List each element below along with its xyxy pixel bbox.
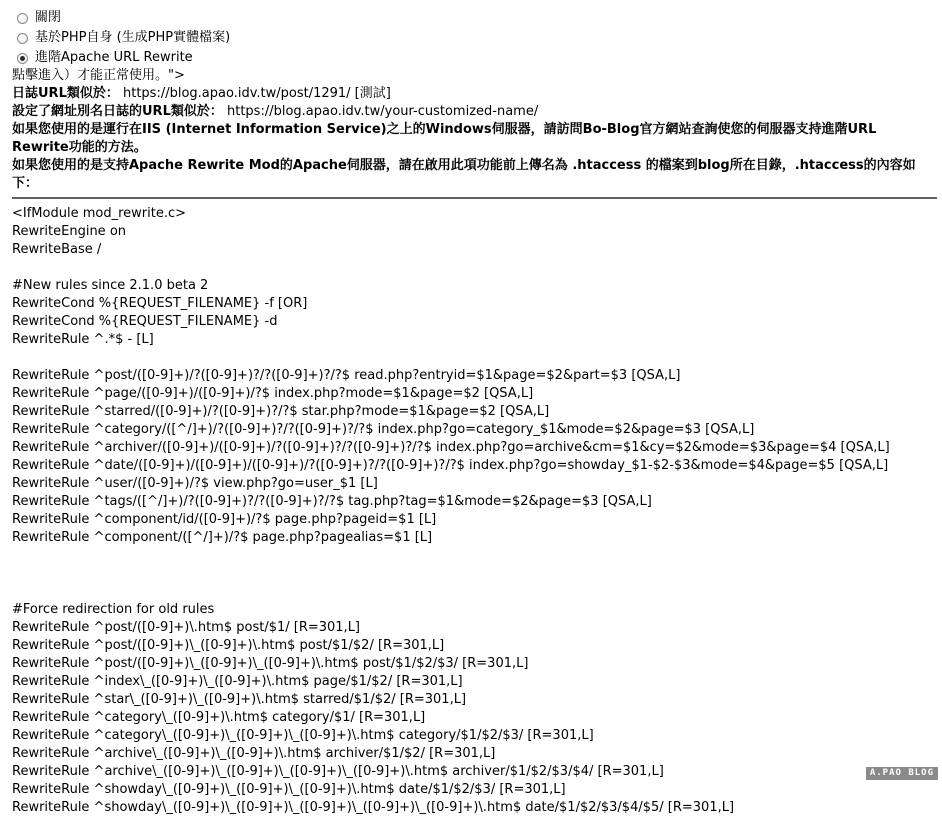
htaccess-line: RewriteRule ^archive\_([0-9]+)\_([0-9]+)\.htm$ archiver/$1/$2/ [R=301,L] xyxy=(12,746,496,761)
htaccess-line: RewriteRule ^post/([0-9]+)/?([0-9]+)?/?([0-9]+)?/?$ read.php?entryid=$1&page=$2&part=$3 [QSA,L] xyxy=(12,368,681,383)
log-url-line xyxy=(12,85,937,103)
rewrite-option-php-label: 基於PHP自身 (生成PHP實體檔案) xyxy=(35,30,231,45)
htaccess-line: RewriteRule ^star\_([0-9]+)\_([0-9]+)\.htm$ starred/$1/$2/ [R=301,L] xyxy=(12,692,467,707)
iis-note-text: 如果您使用的是運行在IIS (Internet Information Service)之上的Windows伺服器，請訪問Bo-Blog官方網站查詢使您的伺服器支持進階URL Rewrite功能的方法。 xyxy=(12,122,877,155)
htaccess-line: RewriteRule ^category/([^/]+)/?([0-9]+)?/?([0-9]+)?/?$ index.php?go=category_$1&mode=$2&page=$3 [QSA,L] xyxy=(12,422,755,437)
iis-note xyxy=(12,121,937,157)
htaccess-line: RewriteRule ^archiver/([0-9]+)/([0-9]+)/?([0-9]+)?/?([0-9]+)?/?$ index.php?go=archive&cm=$1&cy=$2&mode=$3&page=$4 [QSA,L] xyxy=(12,440,890,455)
radio-apache[interactable] xyxy=(17,53,28,64)
rewrite-option-apache-label: 進階Apache URL Rewrite xyxy=(35,50,193,65)
htaccess-line: RewriteRule ^index\_([0-9]+)\_([0-9]+)\.htm$ page/$1/$2/ [R=301,L] xyxy=(12,674,463,689)
log-url-label: 日誌URL類似於： xyxy=(12,86,119,101)
htaccess-line: RewriteRule ^component/id/([0-9]+)/?$ page.php?pageid=$1 [L] xyxy=(12,512,437,527)
htaccess-line: RewriteBase / xyxy=(12,242,102,257)
rewrite-option-php[interactable] xyxy=(12,28,937,48)
info-block xyxy=(12,85,937,193)
htaccess-line: RewriteRule ^component/([^/]+)/?$ page.php?pagealias=$1 [L] xyxy=(12,530,433,545)
rewrite-option-apache[interactable] xyxy=(12,48,937,68)
blog-watermark: A.PAO BLOG xyxy=(866,767,938,780)
htaccess-line: RewriteEngine on xyxy=(12,224,127,239)
htaccess-line: RewriteRule ^archive\_([0-9]+)\_([0-9]+)\_([0-9]+)\_([0-9]+)\.htm$ archiver/$1/$2/$3/$4/ [R=301,L] xyxy=(12,764,664,779)
htaccess-line: RewriteRule ^starred/([0-9]+)/?([0-9]+)?/?$ star.php?mode=$1&page=$2 [QSA,L] xyxy=(12,404,550,419)
htaccess-line xyxy=(12,565,937,583)
divider xyxy=(12,197,937,199)
htaccess-code xyxy=(12,205,937,817)
htaccess-line: RewriteRule ^date/([0-9]+)/([0-9]+)/([0-9]+)/?([0-9]+)?/?([0-9]+)?/?$ index.php?go=showday_$1-$2-$3&mode=$4&page=$5 [QSA,L] xyxy=(12,458,889,473)
htaccess-line xyxy=(12,547,937,565)
rewrite-option-off[interactable] xyxy=(12,8,937,28)
apache-note xyxy=(12,157,937,193)
apache-note-text: 如果您使用的是支持Apache Rewrite Mod的Apache伺服器，請在啟用此項功能前上傳名為 .htaccess 的檔案到blog所在目錄，.htaccess的內容如下： xyxy=(12,158,916,191)
rewrite-option-off-label: 關閉 xyxy=(35,10,62,25)
htaccess-line: <IfModule mod_rewrite.c> xyxy=(12,206,186,221)
htaccess-line: RewriteRule ^post/([0-9]+)\.htm$ post/$1/ [R=301,L] xyxy=(12,620,361,635)
htaccess-line: RewriteRule ^post/([0-9]+)\_([0-9]+)\.htm$ post/$1/$2/ [R=301,L] xyxy=(12,638,445,653)
htaccess-line: RewriteCond %{REQUEST_FILENAME} -d xyxy=(12,314,278,329)
htaccess-line xyxy=(12,349,937,367)
htaccess-line: RewriteRule ^tags/([^/]+)/?([0-9]+)?/?([0-9]+)?/?$ tag.php?tag=$1&mode=$2&page=$3 [QSA,L] xyxy=(12,494,652,509)
url-rewrite-settings xyxy=(12,8,937,817)
alias-url-line xyxy=(12,103,937,121)
htaccess-line: #New rules since 2.1.0 beta 2 xyxy=(12,278,209,293)
radio-off[interactable] xyxy=(17,13,28,24)
htaccess-line: RewriteRule ^page/([0-9]+)/([0-9]+)/?$ index.php?mode=$1&page=$2 [QSA,L] xyxy=(12,386,534,401)
log-url-value: https://blog.apao.idv.tw/post/1291/ [測試] xyxy=(123,86,391,101)
htaccess-line: RewriteRule ^showday\_([0-9]+)\_([0-9]+)\_([0-9]+)\_([0-9]+)\_([0-9]+)\.htm$ date/$1/$2/$3/$4/$5/ [R=301,L] xyxy=(12,800,735,815)
htaccess-line xyxy=(12,259,937,277)
alias-url-label: 設定了網址別名日誌的URL類似於： xyxy=(12,104,223,119)
stray-text: 點擊進入）才能正常使用。"> xyxy=(12,68,185,83)
htaccess-line: RewriteCond %{REQUEST_FILENAME} -f [OR] xyxy=(12,296,308,311)
htaccess-line: RewriteRule ^.*$ - [L] xyxy=(12,332,154,347)
htaccess-line: RewriteRule ^category\_([0-9]+)\.htm$ category/$1/ [R=301,L] xyxy=(12,710,426,725)
htaccess-line: #Force redirection for old rules xyxy=(12,602,215,617)
htaccess-line xyxy=(12,583,937,601)
htaccess-line: RewriteRule ^showday\_([0-9]+)\_([0-9]+)\_([0-9]+)\.htm$ date/$1/$2/$3/ [R=301,L] xyxy=(12,782,566,797)
radio-php[interactable] xyxy=(17,33,28,44)
htaccess-line: RewriteRule ^user/([0-9]+)/?$ view.php?go=user_$1 [L] xyxy=(12,476,378,491)
rewrite-mode-radio-group xyxy=(12,8,937,68)
htaccess-line: RewriteRule ^post/([0-9]+)\_([0-9]+)\_([0-9]+)\.htm$ post/$1/$2/$3/ [R=301,L] xyxy=(12,656,529,671)
alias-url-value: https://blog.apao.idv.tw/your-customized-name/ xyxy=(227,104,539,119)
htaccess-line: RewriteRule ^category\_([0-9]+)\_([0-9]+)\_([0-9]+)\.htm$ category/$1/$2/$3/ [R=301,L] xyxy=(12,728,594,743)
